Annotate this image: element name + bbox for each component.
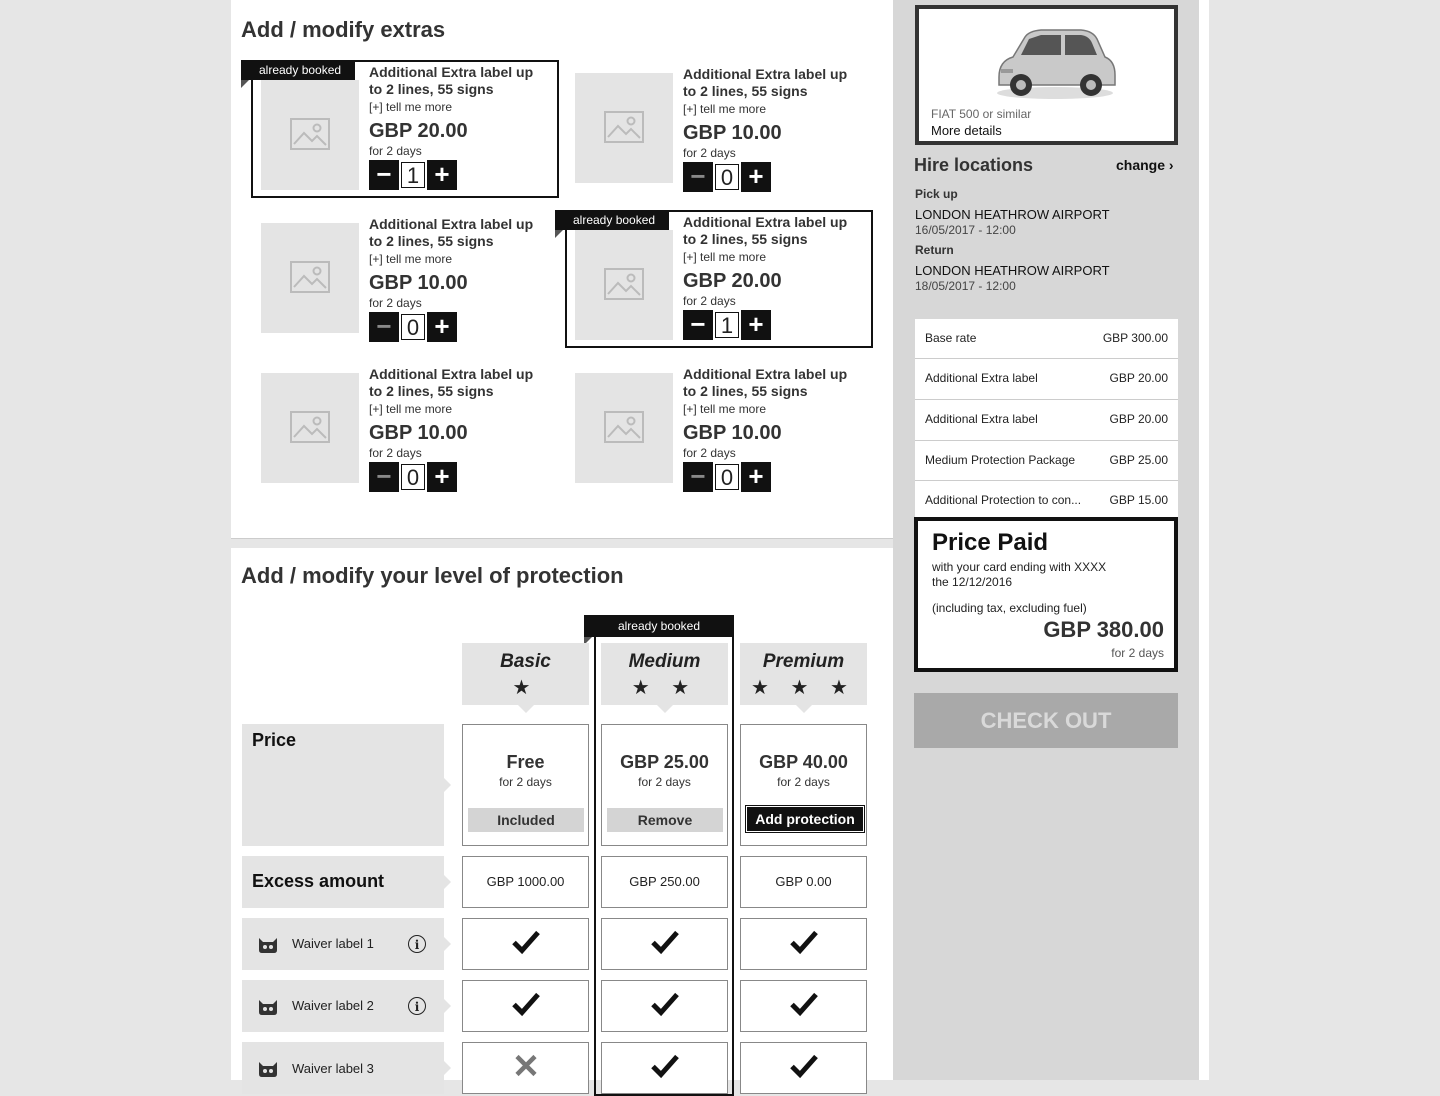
tell-me-more-link[interactable]: [+] tell me more bbox=[369, 252, 453, 266]
quantity-stepper bbox=[369, 160, 539, 190]
extra-days: for 2 days bbox=[683, 446, 736, 460]
waiver-label: Waiver label 2 bbox=[292, 998, 374, 1013]
increase-button[interactable]: + bbox=[427, 312, 457, 342]
price-paid-note: (including tax, excluding fuel) bbox=[932, 601, 1087, 615]
image-placeholder-icon bbox=[604, 411, 644, 443]
price-line-value: GBP 15.00 bbox=[1109, 493, 1168, 507]
extra-days: for 2 days bbox=[369, 144, 422, 158]
price-line-label: Additional Protection to con... bbox=[925, 493, 1082, 507]
extra-price: GBP 20.00 bbox=[683, 270, 782, 292]
image-placeholder-icon bbox=[290, 261, 330, 293]
tell-me-more-link[interactable]: [+] tell me more bbox=[369, 100, 453, 114]
price-line-value: GBP 25.00 bbox=[1109, 453, 1168, 467]
protection-booked-badge: already booked bbox=[584, 615, 734, 637]
tier-price-cell bbox=[740, 724, 867, 846]
waiver-label: Waiver label 3 bbox=[292, 1061, 374, 1076]
increase-button[interactable]: + bbox=[741, 462, 771, 492]
waiver-icon bbox=[257, 934, 279, 954]
tier-header-premium bbox=[740, 643, 867, 705]
extra-label: Additional Extra label up to 2 lines, 55 signs bbox=[369, 64, 534, 97]
waiver-cell bbox=[462, 980, 589, 1032]
tier-header-basic bbox=[462, 643, 589, 705]
tier-action-button[interactable]: Add protection bbox=[746, 806, 864, 832]
extra-label: Additional Extra label up to 2 lines, 55 signs bbox=[683, 66, 848, 99]
waiver-icon bbox=[257, 1058, 279, 1078]
price-paid-box bbox=[914, 517, 1178, 672]
extra-image bbox=[575, 73, 673, 183]
price-line-value: GBP 20.00 bbox=[1109, 412, 1168, 426]
quantity-value: 0 bbox=[401, 314, 425, 340]
pickup-label: Pick up bbox=[915, 187, 958, 201]
tier-price: GBP 25.00 bbox=[620, 752, 709, 772]
check-icon bbox=[789, 929, 819, 955]
right-gutter bbox=[1199, 0, 1209, 1080]
tier-excess-cell: GBP 1000.00 bbox=[462, 856, 589, 908]
already-booked-badge: already booked bbox=[241, 60, 355, 80]
tier-excess-cell: GBP 250.00 bbox=[601, 856, 728, 908]
extra-price: GBP 20.00 bbox=[369, 120, 468, 142]
pickup-date: 16/05/2017 - 12:00 bbox=[915, 223, 1016, 237]
price-line-label: Base rate bbox=[925, 331, 977, 345]
check-icon bbox=[511, 991, 541, 1017]
star-rating-icon: ★ ★ bbox=[631, 677, 698, 699]
extra-price: GBP 10.00 bbox=[369, 272, 468, 294]
decrease-button[interactable]: − bbox=[369, 160, 399, 190]
return-date: 18/05/2017 - 12:00 bbox=[915, 279, 1016, 293]
waiver-cell bbox=[462, 1042, 589, 1094]
quantity-value: 1 bbox=[401, 162, 425, 188]
decrease-button[interactable]: − bbox=[369, 462, 399, 492]
quantity-value: 1 bbox=[715, 312, 739, 338]
quantity-value: 0 bbox=[715, 164, 739, 190]
tier-days: for 2 days bbox=[499, 775, 552, 789]
image-placeholder-icon bbox=[604, 111, 644, 143]
waiver-row-label bbox=[242, 980, 444, 1032]
quantity-stepper bbox=[369, 462, 539, 492]
image-placeholder-icon bbox=[290, 411, 330, 443]
extra-price: GBP 10.00 bbox=[369, 422, 468, 444]
extra-card bbox=[565, 356, 865, 491]
tier-excess-cell: GBP 0.00 bbox=[740, 856, 867, 908]
check-icon bbox=[650, 991, 680, 1017]
decrease-button[interactable]: − bbox=[369, 312, 399, 342]
quantity-stepper bbox=[683, 162, 853, 192]
image-placeholder-icon bbox=[604, 268, 644, 300]
checkout-button[interactable]: CHECK OUT bbox=[914, 693, 1178, 748]
quantity-stepper bbox=[683, 462, 853, 492]
extra-card bbox=[565, 56, 865, 191]
excess-row-label: Excess amount bbox=[252, 871, 385, 891]
more-details-link[interactable]: More details bbox=[931, 123, 1002, 138]
car-image bbox=[993, 25, 1117, 101]
price-line-label: Additional Extra label bbox=[925, 371, 1038, 385]
increase-button[interactable]: + bbox=[741, 162, 771, 192]
price-paid-date: the 12/12/2016 bbox=[932, 575, 1013, 589]
price-line-value: GBP 300.00 bbox=[1102, 331, 1168, 345]
check-icon bbox=[650, 929, 680, 955]
extra-label: Additional Extra label up to 2 lines, 55 signs bbox=[683, 214, 848, 247]
pickup-location: LONDON HEATHROW AIRPORT bbox=[915, 207, 1110, 222]
tier-days: for 2 days bbox=[777, 775, 830, 789]
price-line-value: GBP 20.00 bbox=[1109, 371, 1168, 385]
extra-image bbox=[575, 373, 673, 483]
car-name: FIAT 500 or similar bbox=[931, 107, 1032, 121]
price-breakdown bbox=[915, 319, 1178, 521]
price-paid-amount: GBP 380.00 bbox=[1043, 617, 1164, 642]
extra-image bbox=[261, 373, 359, 483]
price-paid-card: with your card ending with XXXX bbox=[932, 560, 1107, 574]
section-divider bbox=[231, 538, 893, 548]
info-icon[interactable]: i bbox=[408, 935, 426, 953]
price-paid-title: Price Paid bbox=[932, 529, 1049, 556]
price-row-label: Price bbox=[252, 730, 297, 750]
waiver-row-label bbox=[242, 1042, 444, 1094]
hire-locations-title: Hire locations bbox=[914, 155, 1034, 175]
extra-days: for 2 days bbox=[683, 146, 736, 160]
price-line bbox=[915, 359, 1178, 400]
return-location: LONDON HEATHROW AIRPORT bbox=[915, 263, 1110, 278]
tier-price: GBP 40.00 bbox=[759, 752, 848, 772]
decrease-button[interactable]: − bbox=[683, 310, 713, 340]
car-card bbox=[915, 5, 1178, 145]
row-label-excess bbox=[242, 856, 444, 908]
tell-me-more-link[interactable]: [+] tell me more bbox=[683, 402, 767, 416]
check-icon bbox=[511, 929, 541, 955]
return-label: Return bbox=[915, 243, 954, 257]
already-booked-badge: already booked bbox=[555, 210, 669, 230]
tell-me-more-link[interactable]: [+] tell me more bbox=[369, 402, 453, 416]
increase-button[interactable]: + bbox=[741, 310, 771, 340]
waiver-cell bbox=[601, 980, 728, 1032]
info-icon[interactable]: i bbox=[408, 997, 426, 1015]
quantity-value: 0 bbox=[715, 464, 739, 490]
extra-days: for 2 days bbox=[369, 296, 422, 310]
tier-price: Free bbox=[506, 752, 545, 772]
quantity-stepper bbox=[683, 310, 853, 340]
check-icon bbox=[789, 1053, 819, 1079]
price-paid-days: for 2 days bbox=[1111, 646, 1164, 660]
extra-label: Additional Extra label up to 2 lines, 55 signs bbox=[683, 366, 848, 399]
extra-card bbox=[251, 206, 551, 341]
waiver-label: Waiver label 1 bbox=[292, 936, 374, 951]
extras-title: Add / modify extras bbox=[241, 17, 446, 42]
waiver-cell bbox=[740, 918, 867, 970]
check-icon bbox=[650, 1053, 680, 1079]
tier-name: Premium bbox=[762, 651, 845, 672]
extra-label: Additional Extra label up to 2 lines, 55 signs bbox=[369, 366, 534, 399]
row-label-price bbox=[242, 724, 444, 846]
tier-name: Basic bbox=[500, 651, 551, 672]
waiver-cell bbox=[601, 1042, 728, 1094]
star-rating-icon: ★ ★ ★ bbox=[751, 677, 856, 699]
chevron-right-icon: › bbox=[1168, 157, 1174, 173]
extra-price: GBP 10.00 bbox=[683, 122, 782, 144]
image-placeholder-icon bbox=[290, 118, 330, 150]
waiver-cell bbox=[601, 918, 728, 970]
price-line-label: Medium Protection Package bbox=[925, 453, 1076, 467]
extra-price: GBP 10.00 bbox=[683, 422, 782, 444]
tier-name: Medium bbox=[628, 651, 701, 672]
waiver-row-label bbox=[242, 918, 444, 970]
extra-image bbox=[261, 80, 359, 190]
cross-icon bbox=[514, 1054, 538, 1078]
price-line bbox=[915, 319, 1178, 359]
decrease-button[interactable]: − bbox=[683, 162, 713, 192]
increase-button[interactable]: + bbox=[427, 160, 457, 190]
extra-card bbox=[251, 60, 559, 198]
protection-title: Add / modify your level of protection bbox=[241, 563, 624, 588]
waiver-cell bbox=[740, 980, 867, 1032]
increase-button[interactable]: + bbox=[427, 462, 457, 492]
price-line bbox=[915, 400, 1178, 441]
tell-me-more-link[interactable]: [+] tell me more bbox=[683, 102, 767, 116]
tier-action-button[interactable]: Included bbox=[468, 808, 584, 832]
extra-image bbox=[575, 230, 673, 340]
extra-image bbox=[261, 223, 359, 333]
check-icon bbox=[789, 991, 819, 1017]
change-locations-link[interactable]: change › bbox=[1116, 157, 1174, 173]
price-line bbox=[915, 481, 1178, 521]
extra-label: Additional Extra label up to 2 lines, 55 signs bbox=[369, 216, 534, 249]
tell-me-more-link[interactable]: [+] tell me more bbox=[683, 250, 767, 264]
tier-price-cell bbox=[462, 724, 589, 846]
star-rating-icon: ★ bbox=[512, 677, 539, 699]
decrease-button[interactable]: − bbox=[683, 462, 713, 492]
extra-days: for 2 days bbox=[683, 294, 736, 308]
extra-days: for 2 days bbox=[369, 446, 422, 460]
waiver-cell bbox=[740, 1042, 867, 1094]
tier-days: for 2 days bbox=[638, 775, 691, 789]
extra-card bbox=[251, 356, 551, 491]
tier-action-button[interactable]: Remove bbox=[607, 808, 723, 832]
waiver-cell bbox=[462, 918, 589, 970]
quantity-value: 0 bbox=[401, 464, 425, 490]
price-line bbox=[915, 441, 1178, 481]
price-line-label: Additional Extra label bbox=[925, 412, 1038, 426]
extra-card bbox=[565, 210, 873, 348]
waiver-icon bbox=[257, 996, 279, 1016]
quantity-stepper bbox=[369, 312, 539, 342]
